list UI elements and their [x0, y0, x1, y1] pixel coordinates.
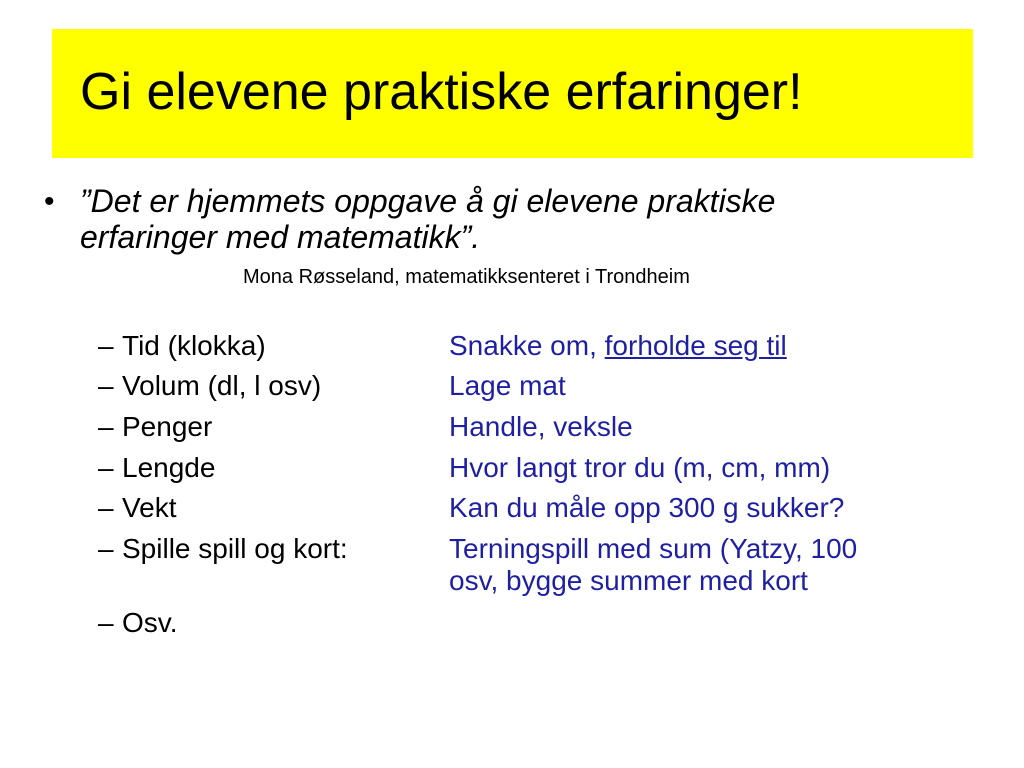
item-label-money: Penger: [122, 411, 213, 442]
item-detail-games-line-1: Terningspill med sum (Yatzy, 100: [449, 533, 858, 564]
list-dash: –: [98, 607, 114, 638]
list-dash: –: [98, 533, 114, 564]
relate-link[interactable]: forholde seg til: [604, 330, 787, 361]
list-dash: –: [98, 452, 114, 483]
item-label-weight: Vekt: [122, 492, 177, 523]
item-detail-time: [449, 328, 787, 364]
item-detail-length: Hvor langt tror du (m, cm, mm): [449, 452, 831, 483]
list-dash: –: [98, 411, 114, 442]
list-dash: –: [98, 330, 114, 361]
bullet-marker: •: [44, 185, 55, 218]
quote-attribution: Mona Røsseland, matematikksenteret i Trondheim: [243, 266, 690, 288]
item-label-volume: Volum (dl, l osv): [122, 370, 322, 401]
item-label-etc: Osv.: [122, 607, 178, 638]
list-dash: –: [98, 492, 114, 523]
item-label-games: Spille spill og kort:: [122, 533, 348, 564]
item-detail-money: Handle, veksle: [449, 411, 633, 442]
item-detail-volume: Lage mat: [449, 370, 566, 401]
quote-line-1: ”Det er hjemmets oppgave å gi elevene praktiske: [80, 183, 776, 219]
slide-title: Gi elevene praktiske erfaringer!: [80, 63, 803, 121]
item-detail-games-line-2: osv, bygge summer med kort: [449, 565, 808, 596]
quote-line-2: erfaringer med matematikk”.: [80, 219, 481, 255]
list-dash: –: [98, 370, 114, 401]
item-label-length: Lengde: [122, 452, 216, 483]
item-detail-weight: Kan du måle opp 300 g sukker?: [449, 492, 845, 523]
item-label-time: Tid (klokka): [122, 330, 266, 361]
item-detail-time-text: Snakke om,: [449, 330, 605, 361]
